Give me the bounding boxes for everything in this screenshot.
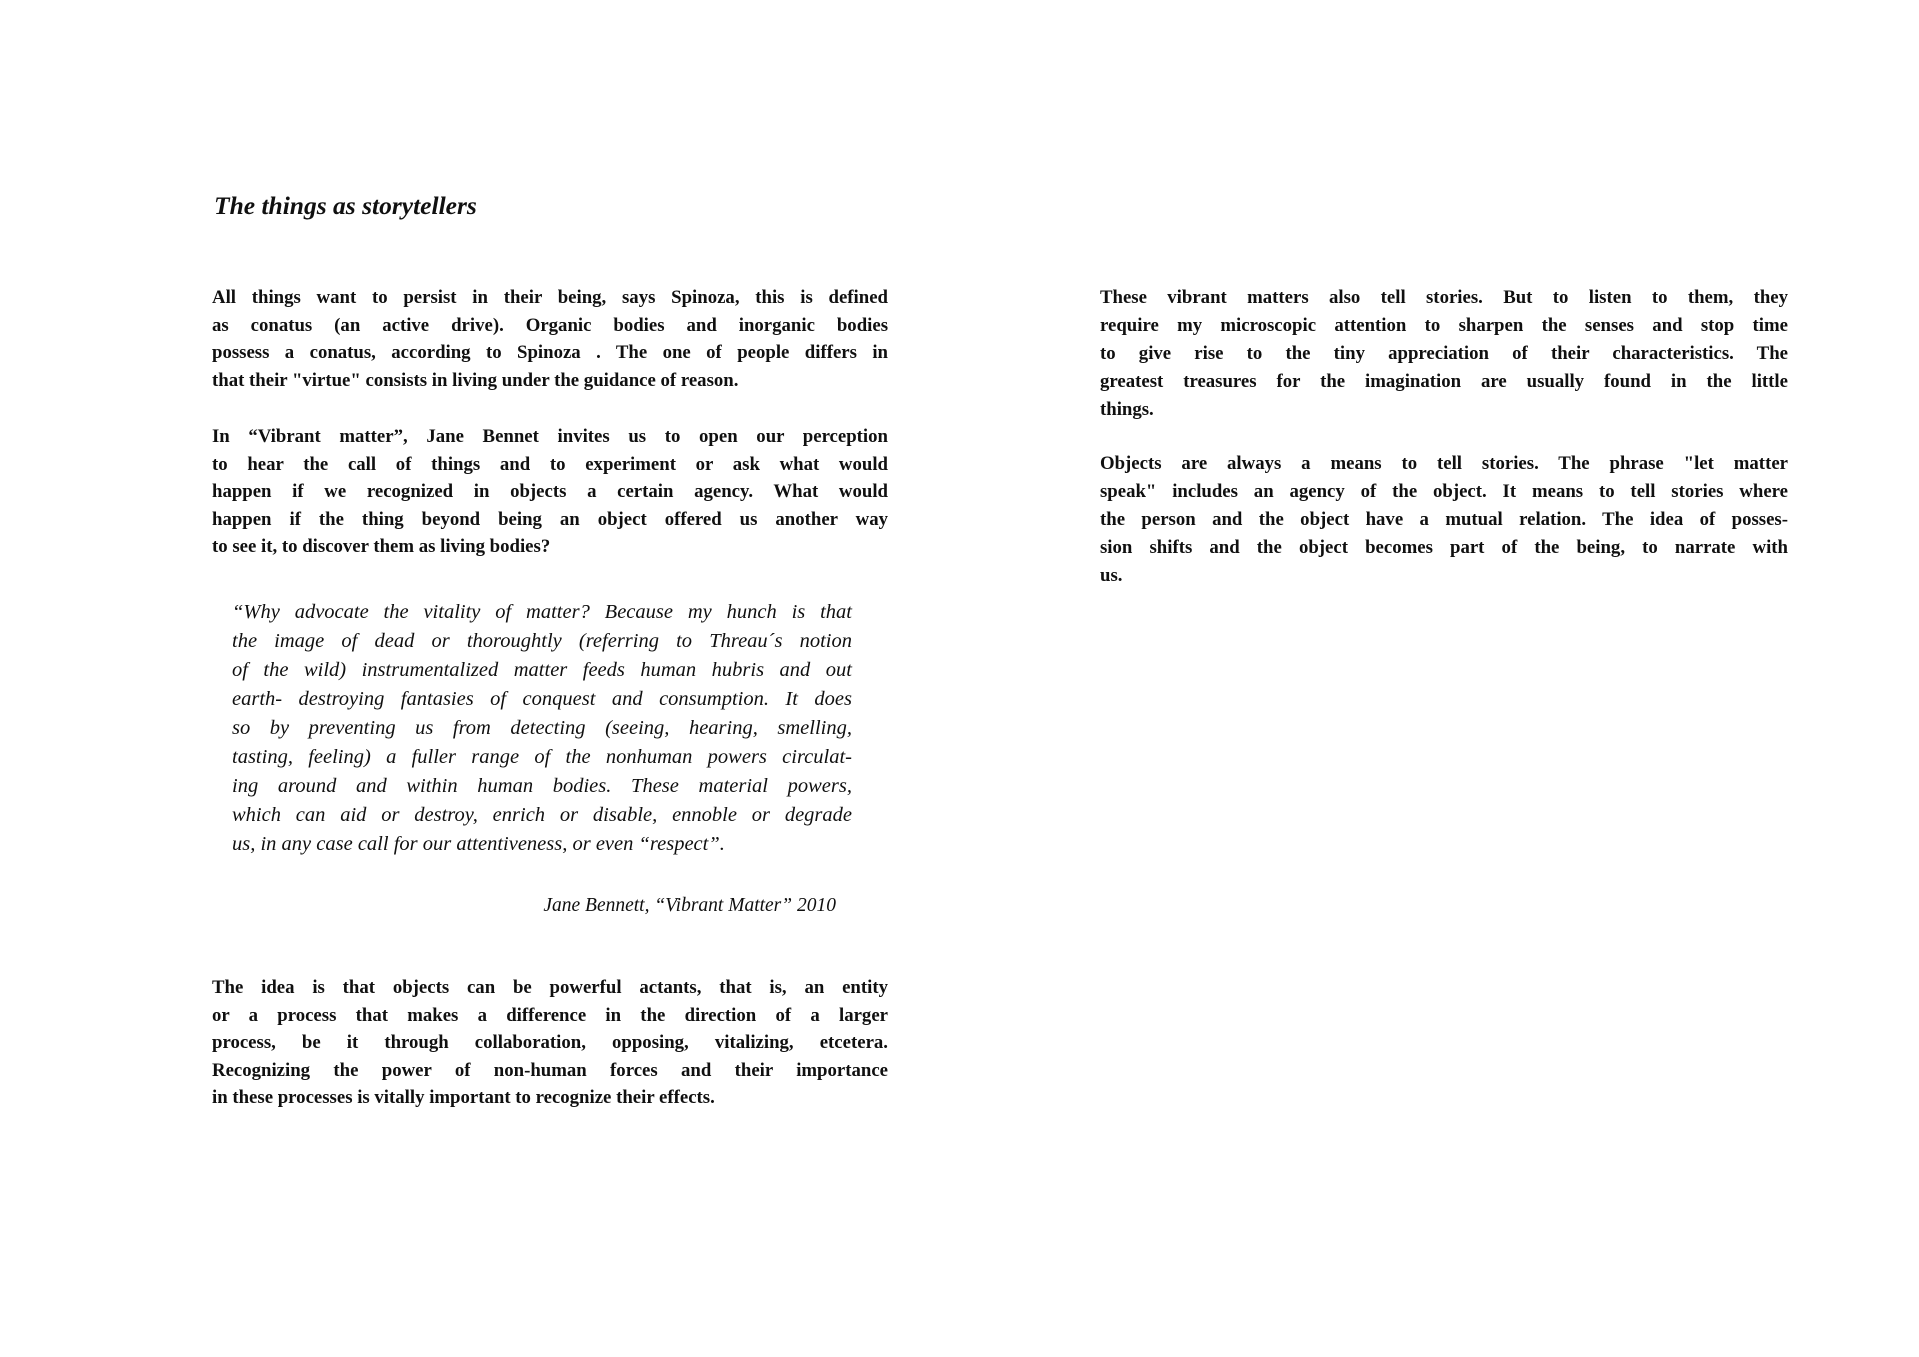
quote-attribution: Jane Bennett, “Vibrant Matter” 2010 — [543, 895, 836, 916]
text-line: the image of dead or thoroughtly (referring to Threau´s notion — [232, 630, 852, 652]
text-line: Recognizing the power of non-human forces and their importance — [212, 1059, 888, 1081]
text-line: of the wild) instrumentalized matter feeds human hubris and out — [232, 659, 852, 681]
text-line: The idea is that objects can be powerful actants, that is, an entity — [212, 977, 888, 998]
text-line: happen if the thing beyond being an object offered us another way — [212, 508, 888, 530]
intro-spinoza-paragraph — [212, 284, 888, 394]
text-line: which can aid or destroy, enrich or disable, ennoble or degrade — [232, 804, 852, 826]
text-line: speak" includes an agency of the object. It means to tell stories where — [1100, 481, 1788, 502]
objects-tell-stories-paragraph — [1100, 450, 1788, 590]
text-line: All things want to persist in their being, says Spinoza, this is defined — [212, 287, 888, 308]
text-line: us. — [1100, 565, 1123, 586]
text-line: sion shifts and the object becomes part of the being, to narrate with — [1100, 537, 1788, 558]
text-line: ing around and within human bodies. These material powers, — [232, 775, 852, 797]
text-line: process, be it through collaboration, opposing, vitalizing, etcetera. — [212, 1032, 888, 1053]
text-line: in these processes is vitally important to recognize their effects. — [212, 1087, 715, 1108]
text-line: or a process that makes a difference in the direction of a larger — [212, 1004, 888, 1026]
text-line: that their "virtue" consists in living under the guidance of reason. — [212, 369, 739, 391]
vibrant-matter-paragraph — [212, 423, 888, 561]
text-line: to hear the call of things and to experiment or ask what would — [212, 453, 888, 475]
text-line: tasting, feeling) a fuller range of the nonhuman powers circulat- — [232, 746, 852, 768]
text-line: to give rise to the tiny appreciation of their characteristics. The — [1100, 343, 1788, 364]
text-line: require my microscopic attention to sharpen the senses and stop time — [1100, 315, 1788, 336]
text-line: things. — [1100, 399, 1154, 420]
text-line: the person and the object have a mutual relation. The idea of posses- — [1100, 509, 1788, 530]
text-line: In “Vibrant matter”, Jane Bennet invites us to open our perception — [212, 426, 888, 447]
text-line: possess a conatus, according to Spinoza . The one of people differs in — [212, 342, 888, 363]
text-line: “Why advocate the vitality of matter? Because my hunch is that — [232, 601, 852, 623]
text-line: us, in any case call for our attentiveness, or even “respect”. — [232, 833, 725, 855]
bennett-quote — [232, 598, 852, 859]
page-title: The things as storytellers — [214, 191, 477, 220]
text-line: Objects are always a means to tell stories. The phrase "let matter — [1100, 453, 1788, 474]
text-line: happen if we recognized in objects a certain agency. What would — [212, 481, 888, 502]
text-line: so by preventing us from detecting (seeing, hearing, smelling, — [232, 717, 852, 739]
vibrant-stories-paragraph — [1100, 284, 1788, 424]
text-line: to see it, to discover them as living bodies? — [212, 536, 551, 557]
text-line: greatest treasures for the imagination are usually found in the little — [1100, 371, 1788, 392]
text-line: as conatus (an active drive). Organic bodies and inorganic bodies — [212, 314, 888, 336]
text-line: These vibrant matters also tell stories. But to listen to them, they — [1100, 287, 1788, 308]
text-line: earth- destroying fantasies of conquest and consumption. It does — [232, 688, 852, 710]
actants-paragraph — [212, 974, 888, 1112]
